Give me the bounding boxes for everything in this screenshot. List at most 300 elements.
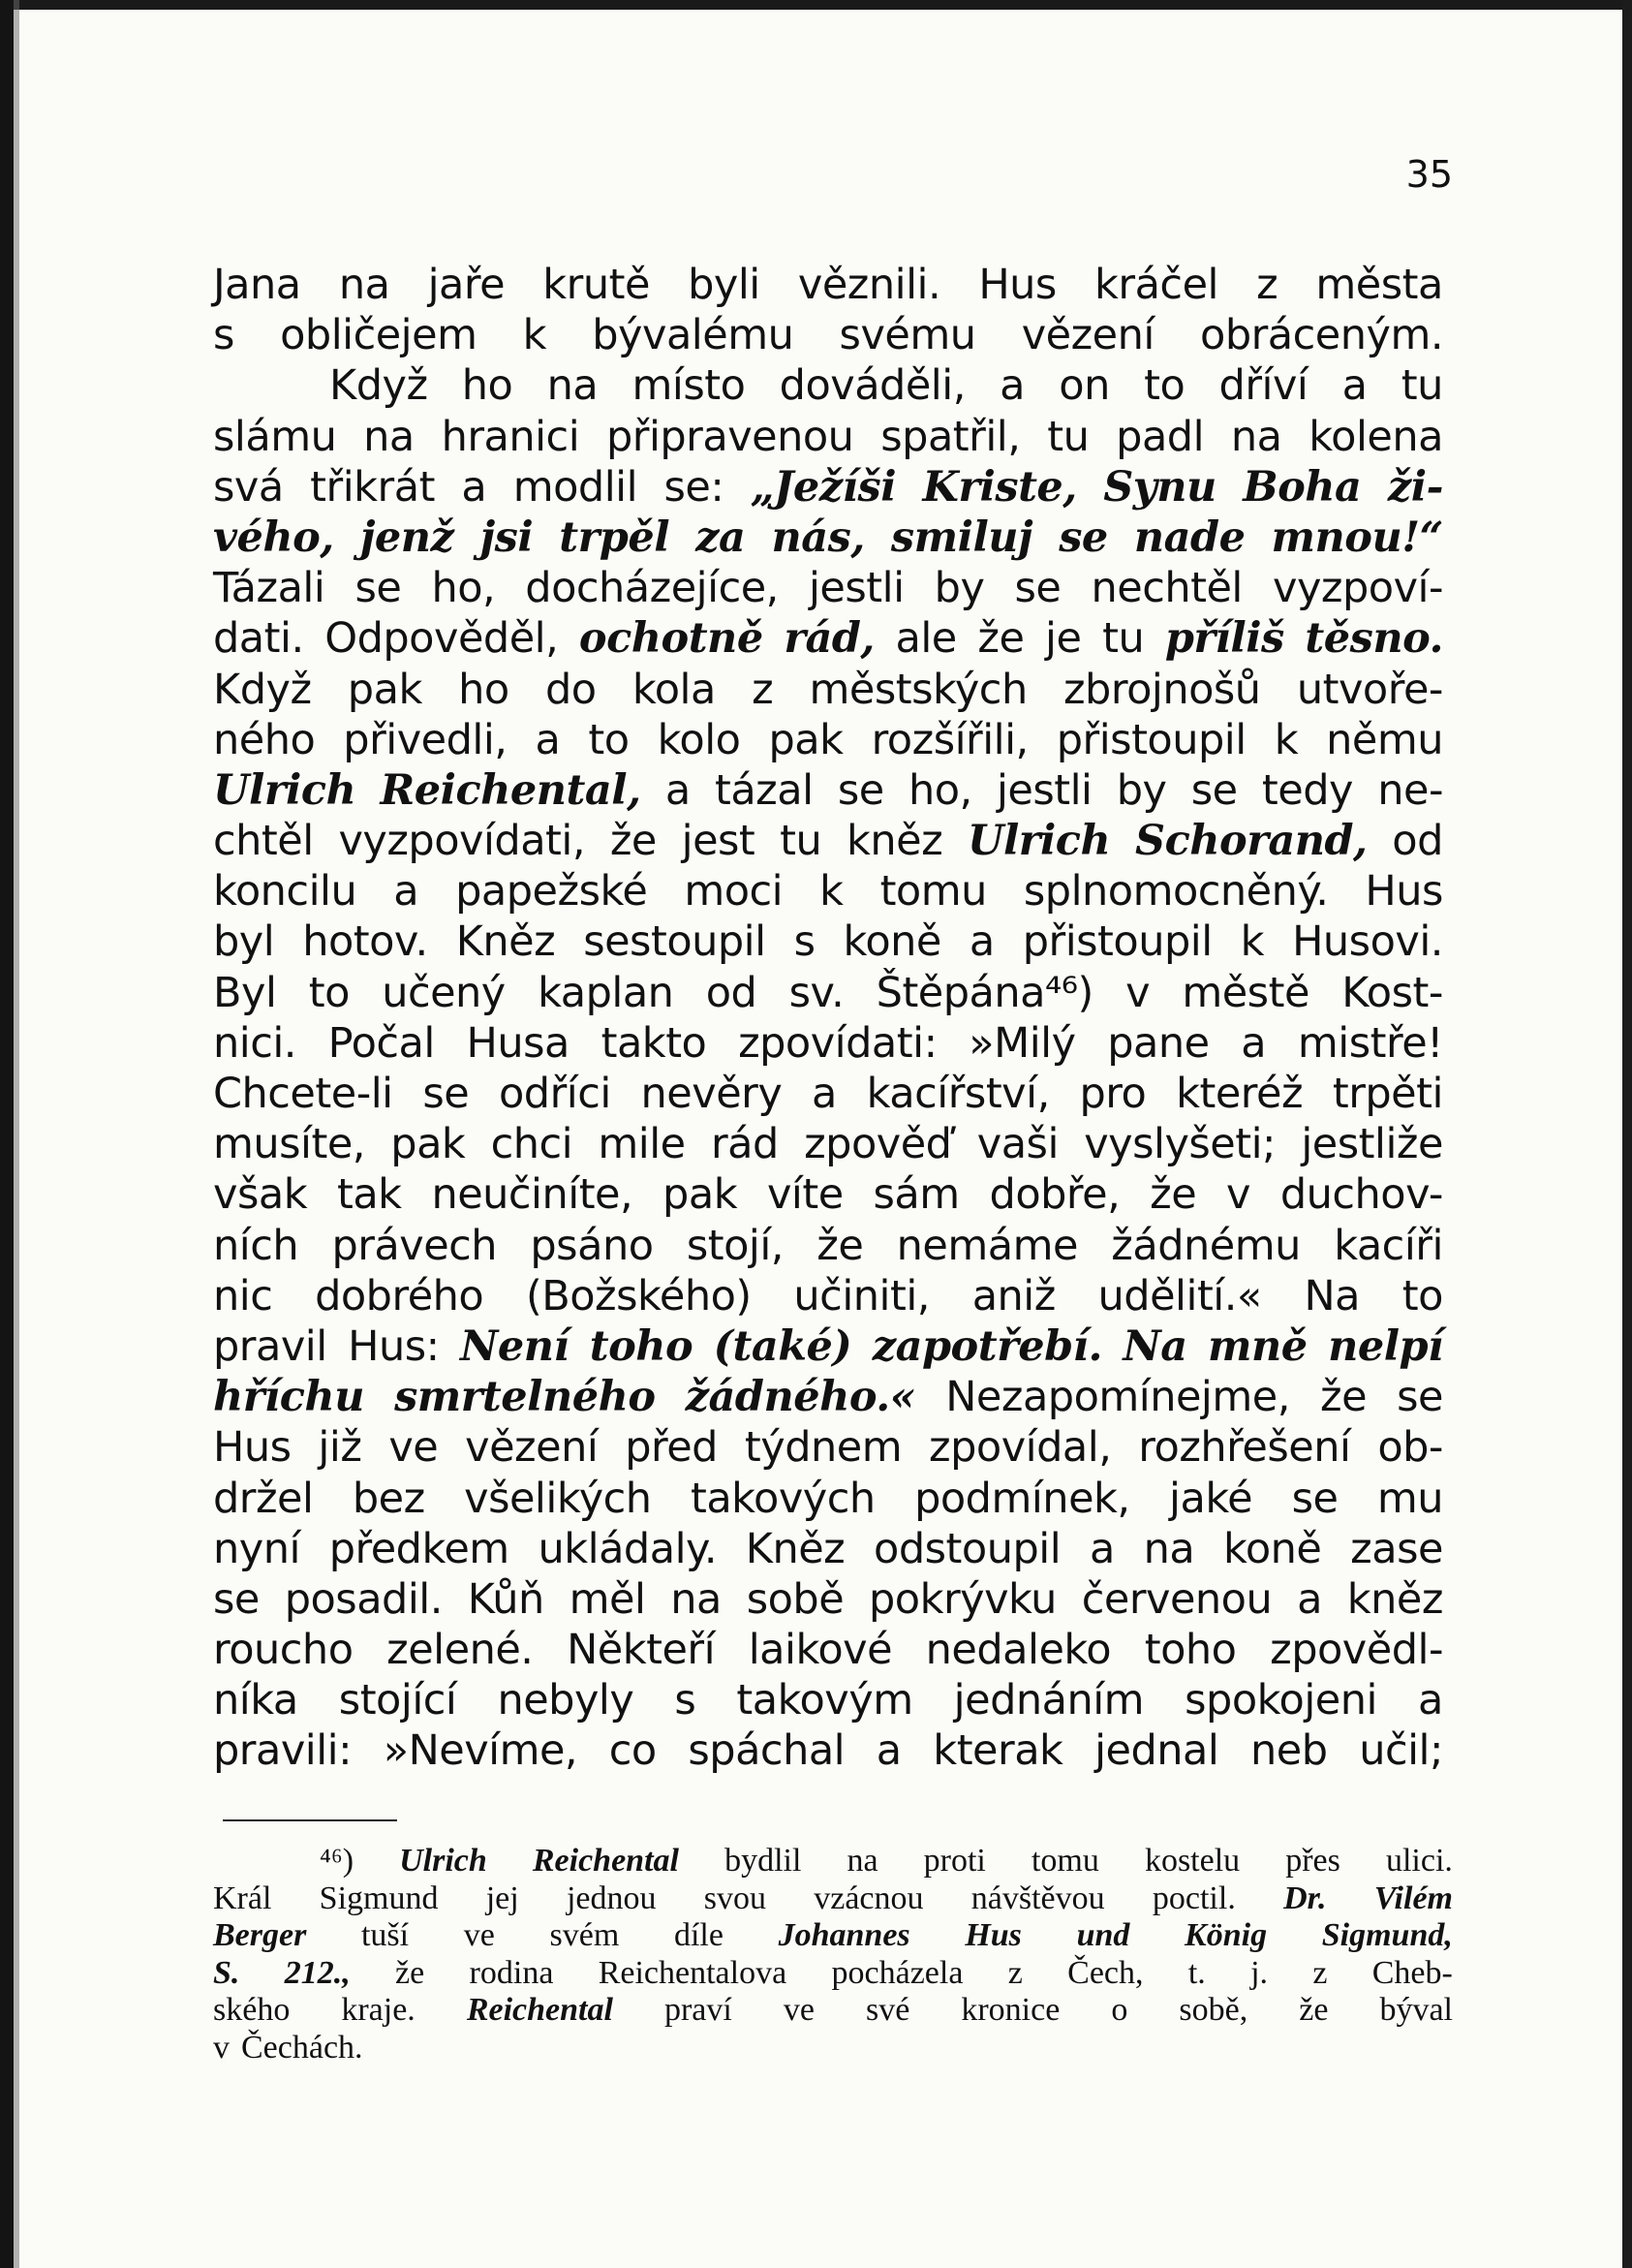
word: spatřil, bbox=[880, 412, 1021, 461]
word: stojí, bbox=[686, 1221, 784, 1270]
word: jednal bbox=[1094, 1726, 1219, 1776]
word: nevěry bbox=[640, 1070, 783, 1118]
word: ho, bbox=[431, 564, 496, 613]
word: městských bbox=[809, 665, 1028, 714]
word: by bbox=[1116, 765, 1167, 815]
word: Reichental, bbox=[380, 765, 641, 815]
word: tu bbox=[780, 817, 822, 866]
word: vého, bbox=[213, 513, 334, 562]
text-line bbox=[213, 310, 1443, 360]
word: spokojeni bbox=[1185, 1676, 1377, 1725]
word: nás, bbox=[771, 513, 865, 562]
word: svá bbox=[213, 462, 284, 512]
word: se bbox=[1291, 1474, 1339, 1523]
word: mnou!“ bbox=[1271, 513, 1443, 562]
word: dříví bbox=[1218, 361, 1309, 411]
word: ného bbox=[213, 715, 316, 764]
word: ži- bbox=[1387, 462, 1443, 512]
word: tomu bbox=[1031, 1843, 1099, 1879]
word: nemáme bbox=[896, 1221, 1078, 1270]
word: učil; bbox=[1359, 1726, 1443, 1776]
word: Schorand, bbox=[1135, 817, 1368, 866]
word: pokrývku bbox=[868, 1574, 1057, 1624]
word: těsno. bbox=[1305, 614, 1443, 664]
text-line bbox=[213, 1221, 1443, 1271]
word: roucho bbox=[213, 1626, 354, 1675]
word: týdnem bbox=[744, 1423, 903, 1473]
word: a bbox=[1000, 361, 1025, 411]
word: Počal bbox=[327, 1018, 435, 1068]
word: Někteří bbox=[567, 1626, 716, 1675]
word: ⁴⁶) bbox=[320, 1843, 354, 1879]
word: pak bbox=[390, 1120, 466, 1169]
word: jestliže bbox=[1301, 1120, 1443, 1169]
word: Hus: bbox=[348, 1321, 440, 1371]
word: König bbox=[1185, 1917, 1268, 1953]
word: zpovědl- bbox=[1270, 1626, 1443, 1675]
word: své bbox=[866, 1992, 910, 2028]
page-gutter bbox=[14, 0, 19, 2268]
word: dati. bbox=[213, 614, 304, 664]
word: Synu bbox=[1103, 462, 1216, 512]
word: sestoupil bbox=[583, 917, 766, 967]
word: kacíři bbox=[1334, 1221, 1443, 1270]
word: jednou bbox=[566, 1880, 657, 1916]
word: odříci bbox=[498, 1070, 611, 1118]
word: učiniti, bbox=[793, 1271, 930, 1320]
word: zelené. bbox=[386, 1626, 534, 1675]
word: ve bbox=[388, 1423, 439, 1473]
word: ho bbox=[458, 665, 509, 714]
word: se bbox=[1397, 1373, 1443, 1422]
word: do bbox=[544, 665, 597, 714]
page-number: 35 bbox=[1405, 153, 1453, 196]
word: Kost- bbox=[1341, 968, 1443, 1017]
word: kostelu bbox=[1144, 1843, 1241, 1879]
word: co bbox=[608, 1726, 657, 1776]
word: sobě bbox=[746, 1574, 845, 1624]
word: němu bbox=[1326, 715, 1443, 764]
word: ukládaly. bbox=[538, 1524, 717, 1573]
text-line bbox=[213, 1474, 1443, 1524]
word: bývalému bbox=[592, 311, 794, 360]
word: ho, bbox=[908, 765, 972, 815]
word: zbrojnošů bbox=[1062, 665, 1261, 714]
word: věznili. bbox=[797, 261, 941, 309]
word: červenou bbox=[1081, 1574, 1273, 1624]
word: koně bbox=[843, 917, 941, 967]
word: a bbox=[535, 715, 561, 764]
text-line bbox=[213, 715, 1443, 765]
text-line bbox=[213, 765, 1443, 816]
word: mile bbox=[598, 1120, 686, 1169]
word: Ulrich bbox=[967, 817, 1111, 866]
word: a bbox=[969, 917, 995, 967]
word: neučiníte, bbox=[431, 1170, 633, 1220]
word: ve bbox=[463, 1917, 495, 1953]
word: se bbox=[1014, 564, 1062, 613]
page-edge-left bbox=[0, 0, 14, 2268]
word: že bbox=[395, 1954, 425, 1991]
word: kola bbox=[631, 665, 716, 714]
word: se bbox=[837, 765, 884, 815]
word: chci bbox=[490, 1120, 573, 1169]
word: S. bbox=[213, 1954, 240, 1991]
word: Hus bbox=[965, 1917, 1022, 1953]
word: se bbox=[422, 1070, 470, 1118]
word: Nezapomínejme, bbox=[945, 1373, 1290, 1422]
word: chtěl bbox=[213, 817, 314, 866]
word: obráceným. bbox=[1200, 311, 1443, 360]
text-line bbox=[213, 1169, 1443, 1220]
word: Jana bbox=[213, 261, 301, 309]
word: rozšířili, bbox=[871, 715, 1029, 764]
word: o bbox=[1111, 1992, 1128, 2028]
word: Není bbox=[460, 1321, 570, 1371]
word: zase bbox=[1350, 1524, 1443, 1573]
word: moci bbox=[684, 867, 784, 917]
word: Johannes bbox=[778, 1917, 910, 1953]
word: na bbox=[670, 1574, 722, 1624]
word: mně bbox=[1208, 1321, 1308, 1371]
word: ochotně bbox=[578, 614, 763, 664]
word: na bbox=[1143, 1524, 1195, 1573]
word: tázal bbox=[714, 765, 814, 815]
word: a bbox=[1341, 361, 1368, 411]
word: a bbox=[664, 765, 691, 815]
word: papežské bbox=[455, 867, 648, 917]
word: Husovi. bbox=[1292, 917, 1443, 967]
word: toho bbox=[1144, 1626, 1237, 1675]
word: mu bbox=[1376, 1474, 1443, 1523]
word: v bbox=[1125, 968, 1151, 1017]
word: nyní bbox=[213, 1524, 300, 1573]
word: Když bbox=[329, 361, 428, 411]
text-line bbox=[213, 613, 1443, 664]
word: ho bbox=[461, 361, 513, 411]
word: Boha bbox=[1243, 462, 1362, 512]
word: pak bbox=[662, 1170, 738, 1220]
word: to bbox=[588, 715, 630, 764]
word: kolo bbox=[657, 715, 741, 764]
word: tuší bbox=[360, 1917, 410, 1953]
word: díle bbox=[673, 1917, 724, 1953]
word: třikrát bbox=[310, 462, 435, 512]
word: to bbox=[1144, 361, 1186, 411]
word: 212., bbox=[284, 1954, 351, 1991]
word: byl bbox=[213, 917, 275, 967]
word: jsi bbox=[479, 513, 534, 562]
word: trpěti bbox=[1332, 1070, 1443, 1118]
word: bez bbox=[352, 1474, 425, 1523]
word: za bbox=[695, 513, 746, 562]
word: pak bbox=[768, 715, 844, 764]
word: krutě bbox=[542, 261, 650, 309]
word: rozhřešení bbox=[1138, 1423, 1351, 1473]
word: odstoupil bbox=[874, 1524, 1062, 1573]
word: tu bbox=[1102, 614, 1145, 664]
word: Na bbox=[1123, 1321, 1187, 1371]
word: držel bbox=[213, 1474, 314, 1523]
word: Berger bbox=[213, 1917, 307, 1953]
word: svému bbox=[839, 311, 976, 360]
word: Hus bbox=[213, 1423, 292, 1473]
word: posadil. bbox=[284, 1574, 443, 1624]
text-line bbox=[213, 1422, 1443, 1473]
word: sám bbox=[873, 1170, 960, 1220]
word: předkem bbox=[328, 1524, 509, 1573]
word: přistoupil bbox=[1056, 715, 1247, 764]
word: místo bbox=[631, 361, 746, 411]
word: Sigmund bbox=[319, 1880, 439, 1916]
word: »Nevíme, bbox=[383, 1726, 578, 1776]
word: kněz bbox=[1346, 1574, 1443, 1624]
footnote-line bbox=[213, 1955, 1453, 1993]
word: nebyly bbox=[497, 1676, 634, 1725]
word: nechtěl bbox=[1091, 564, 1243, 613]
word: Chcete-li bbox=[213, 1070, 393, 1118]
word: se bbox=[213, 1574, 260, 1624]
footnote-rule bbox=[223, 1819, 397, 1821]
text-line bbox=[213, 563, 1443, 613]
word: města bbox=[1315, 261, 1443, 309]
word: a bbox=[393, 867, 419, 917]
word: a bbox=[1241, 1018, 1267, 1068]
word: Když bbox=[213, 665, 312, 714]
word: to bbox=[308, 968, 350, 1017]
word: jestli bbox=[808, 564, 905, 613]
word: hotov. bbox=[302, 917, 428, 967]
word: a bbox=[812, 1070, 837, 1118]
text-line bbox=[213, 1321, 1443, 1372]
word: Vilém bbox=[1373, 1880, 1453, 1916]
word: dobrého bbox=[315, 1271, 484, 1320]
word: pravili: bbox=[213, 1726, 353, 1776]
word: psáno bbox=[530, 1221, 654, 1270]
word: takovým bbox=[736, 1676, 913, 1725]
word: k bbox=[1274, 715, 1299, 764]
word: splnomocněný. bbox=[1023, 867, 1329, 917]
word: vězení bbox=[1021, 311, 1155, 360]
word: utvoře- bbox=[1296, 665, 1443, 714]
page-edge-top bbox=[0, 0, 1632, 10]
text-line bbox=[213, 1018, 1443, 1069]
word: že bbox=[609, 817, 657, 866]
word: takových bbox=[690, 1474, 876, 1523]
word: na bbox=[546, 361, 599, 411]
word: k bbox=[522, 311, 547, 360]
word: sv. bbox=[788, 968, 845, 1017]
word: nade bbox=[1133, 513, 1246, 562]
word: od bbox=[1392, 817, 1443, 866]
word: udělití.« bbox=[1097, 1271, 1262, 1320]
word: kronice bbox=[961, 1992, 1061, 2028]
word: Kriste, bbox=[922, 462, 1077, 512]
text-line bbox=[213, 360, 1443, 411]
word: se bbox=[1190, 765, 1238, 815]
word: Sigmund, bbox=[1321, 1917, 1453, 1953]
word: Král bbox=[213, 1880, 272, 1916]
word: tu bbox=[1401, 361, 1443, 411]
word: vzácnou bbox=[814, 1880, 924, 1916]
word: na bbox=[338, 261, 390, 309]
word: svém bbox=[549, 1917, 620, 1953]
word: pocházela bbox=[831, 1954, 964, 1991]
footnote-line bbox=[213, 2030, 1453, 2067]
word: návštěvou bbox=[970, 1880, 1105, 1916]
word: býval bbox=[1379, 1992, 1453, 2028]
word: níka bbox=[213, 1676, 298, 1725]
word: Hus bbox=[978, 261, 1057, 309]
word: by bbox=[934, 564, 985, 613]
word: Husa bbox=[466, 1018, 570, 1068]
word: na bbox=[847, 1843, 878, 1879]
word: vězení bbox=[465, 1423, 599, 1473]
word: to bbox=[1401, 1271, 1443, 1320]
word: rodina bbox=[469, 1954, 554, 1991]
word: že bbox=[816, 1221, 864, 1270]
word: na bbox=[363, 412, 415, 461]
word: však bbox=[213, 1170, 308, 1220]
word: a bbox=[461, 462, 487, 512]
word: s bbox=[213, 311, 234, 360]
word: hříchu bbox=[213, 1373, 364, 1422]
word: z bbox=[752, 665, 774, 714]
word: hranici bbox=[441, 412, 580, 461]
word: v bbox=[213, 2029, 230, 2066]
word: byli bbox=[688, 261, 760, 309]
word: on bbox=[1059, 361, 1110, 411]
word: Ulrich bbox=[213, 765, 356, 815]
word: a bbox=[876, 1726, 902, 1776]
word: obličejem bbox=[280, 311, 477, 360]
word: že bbox=[1299, 1992, 1329, 2028]
word: připravenou bbox=[605, 412, 854, 461]
word: modlil bbox=[512, 462, 638, 512]
word: kraje. bbox=[341, 1992, 416, 2028]
word: jej bbox=[485, 1880, 519, 1916]
word: s bbox=[793, 917, 816, 967]
word: Na bbox=[1304, 1271, 1360, 1320]
word: přistoupil bbox=[1022, 917, 1213, 967]
text-line bbox=[213, 665, 1443, 715]
text-line bbox=[213, 260, 1443, 310]
word: vyzpoví- bbox=[1273, 564, 1443, 613]
word: toho bbox=[589, 1321, 693, 1371]
text-line bbox=[213, 1625, 1443, 1675]
text-line bbox=[213, 816, 1443, 866]
word: rád bbox=[710, 1120, 779, 1169]
word: nelpí bbox=[1328, 1321, 1443, 1371]
word: nedaleko bbox=[925, 1626, 1112, 1675]
word: pro bbox=[1079, 1070, 1147, 1118]
word: jaře bbox=[427, 261, 506, 309]
word: duchov- bbox=[1279, 1170, 1443, 1220]
word: Cheb- bbox=[1371, 1954, 1453, 1991]
word: neb bbox=[1250, 1726, 1328, 1776]
word: koně bbox=[1222, 1524, 1322, 1573]
word: Ulrich bbox=[399, 1843, 487, 1879]
text-line bbox=[213, 1119, 1443, 1169]
word: Štěpána⁴⁶) bbox=[876, 968, 1093, 1017]
word: koncilu bbox=[213, 867, 357, 917]
word: před bbox=[625, 1423, 718, 1473]
word: Reichental bbox=[532, 1843, 679, 1879]
word: svou bbox=[703, 1880, 766, 1916]
word: k bbox=[819, 867, 844, 917]
word: smiluj bbox=[890, 513, 1033, 562]
word: ních bbox=[213, 1221, 299, 1270]
word: Čech, bbox=[1067, 1954, 1144, 1991]
word: trpěl bbox=[559, 513, 670, 562]
word: t. bbox=[1187, 1954, 1206, 1991]
word: stojící bbox=[338, 1676, 457, 1725]
word: kaplan bbox=[538, 968, 674, 1017]
word: tak bbox=[336, 1170, 402, 1220]
word: se bbox=[354, 564, 402, 613]
word: ob- bbox=[1377, 1423, 1443, 1473]
word: jest bbox=[681, 817, 755, 866]
word: jestli bbox=[996, 765, 1093, 815]
word: že bbox=[1320, 1373, 1368, 1422]
word: z bbox=[1312, 1954, 1328, 1991]
word: z bbox=[1256, 261, 1278, 309]
word: Dr. bbox=[1283, 1880, 1327, 1916]
word: poctil. bbox=[1152, 1880, 1236, 1916]
word: tedy bbox=[1261, 765, 1353, 815]
word: kterak bbox=[933, 1726, 1063, 1776]
text-line bbox=[213, 1372, 1443, 1422]
word: k bbox=[1240, 917, 1265, 967]
word: v bbox=[1226, 1170, 1250, 1220]
footnote-line bbox=[213, 1880, 1453, 1918]
word: j. bbox=[1250, 1954, 1269, 1991]
word: mistře! bbox=[1297, 1018, 1443, 1068]
word: pravil bbox=[213, 1321, 327, 1371]
word: že bbox=[1150, 1170, 1197, 1220]
word: slámu bbox=[213, 412, 337, 461]
word: proti bbox=[923, 1843, 986, 1879]
word: tu bbox=[1047, 412, 1090, 461]
word: měl bbox=[569, 1574, 646, 1624]
word: a bbox=[1297, 1574, 1322, 1624]
word: und bbox=[1076, 1917, 1130, 1953]
word: jaké bbox=[1169, 1474, 1253, 1523]
word: dováděli, bbox=[779, 361, 966, 411]
word: kteréž bbox=[1176, 1070, 1304, 1118]
word: je bbox=[1045, 614, 1082, 664]
word: docházejíce, bbox=[525, 564, 779, 613]
text-line bbox=[213, 1524, 1443, 1574]
word: nic bbox=[213, 1271, 273, 1320]
word: »Milý bbox=[969, 1018, 1076, 1068]
word: zpověď bbox=[804, 1120, 952, 1169]
text-line bbox=[213, 866, 1443, 917]
word: zpovídati: bbox=[738, 1018, 938, 1068]
word: musíte, bbox=[213, 1120, 365, 1169]
word: takto bbox=[600, 1018, 707, 1068]
word: padl bbox=[1116, 412, 1205, 461]
word: kněz bbox=[846, 817, 943, 866]
word: ulici. bbox=[1385, 1843, 1453, 1879]
footnote-line bbox=[213, 1992, 1453, 2030]
word: kacířství, bbox=[866, 1070, 1050, 1118]
word: zpovídal, bbox=[929, 1423, 1112, 1473]
word: Hus bbox=[1365, 867, 1443, 917]
text-line bbox=[213, 513, 1443, 563]
word: od bbox=[705, 968, 757, 1017]
footnote-line bbox=[213, 1917, 1453, 1955]
